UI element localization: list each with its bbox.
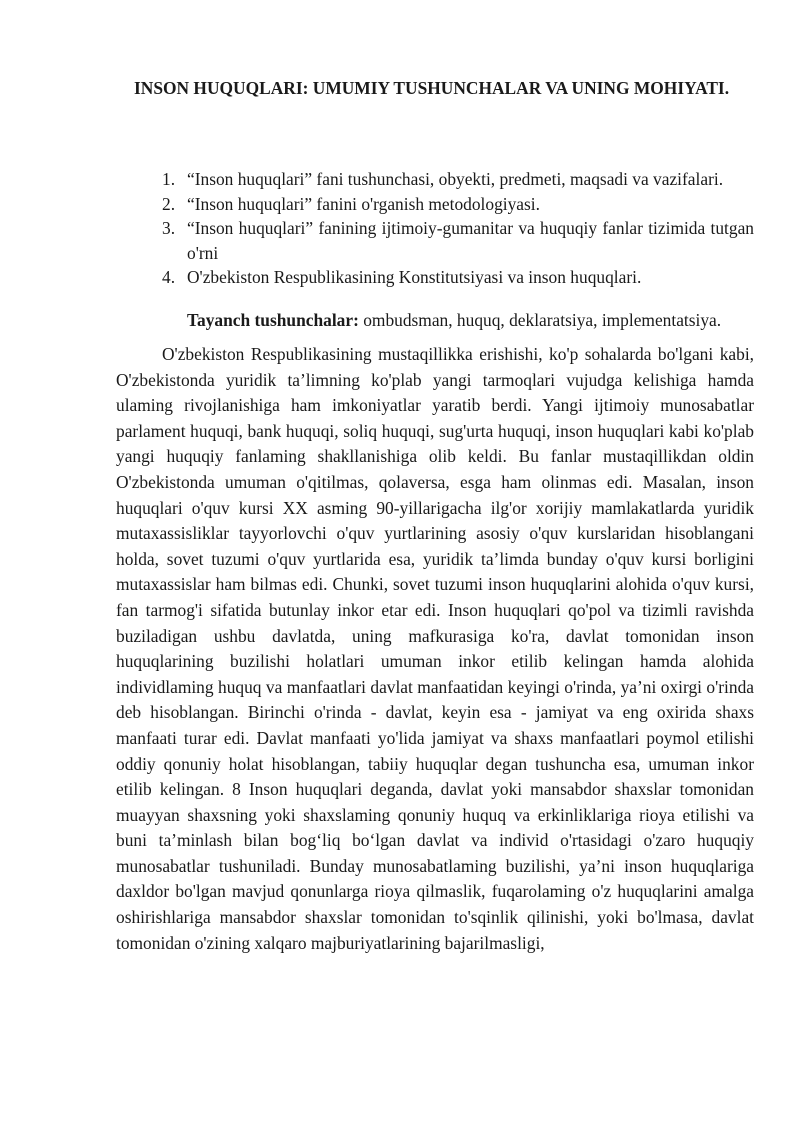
list-item bbox=[116, 216, 754, 265]
list-item bbox=[116, 167, 754, 192]
page-title: INSON HUQUQLARI: UMUMIY TUSHUNCHALAR VA UNING MOHIYATI. bbox=[134, 78, 730, 98]
keywords-text: ombudsman, huquq, deklaratsiya, implementatsiya. bbox=[358, 309, 722, 330]
list-item-number: 2. bbox=[162, 193, 176, 214]
list-item-number: 1. bbox=[162, 169, 176, 189]
keywords-label: Tayanch tushunchalar: bbox=[187, 309, 359, 330]
topic-outline-list bbox=[116, 167, 754, 290]
list-item-text: “Inson huquqlari” fanining ijtimoiy-gumanitar va huquqiy fanlar tizimida tutgan o'rni bbox=[187, 218, 754, 263]
list-item bbox=[116, 192, 754, 217]
body-paragraph: O'zbekiston Respublikasining mustaqillikka erishishi, ko'p sohalarda bo'lgani kabi, O'zbekistonda yuridik ta’limning ko'plab yangi tarmoqlari vujudga kelishiga hamda ulaming rivojlanishiga ham imkoniyatlar yaratib berdi. Yangi ijtimoiy munosabatlar parlament huquqi, bank huquqi, soliq huquqi, sug'urta huquqi, inson huquqlari kabi ko'plab yangi huquqiy fanlaming shakllanishiga olib keldi. Bu fanlar mustaqillikdan oldin O'zbekistonda umuman o'qitilmas, qolaversa, esga ham olinmas edi. Masalan, inson huquqlari o'quv kursi XX asming 90-yillarigacha ilg'or xorijiy mamlakatlarda yuridik mutaxassisliklar tayyorlovchi o'quv yurtlarining asosiy o'quv kurslaridan hisoblangani holda, sovet tuzumi o'quv yurtlarida esa, yuridik ta’limda bunday o'quv kursi borligini mutaxassislar ham bilmas edi. Chunki, sovet tuzumi inson huquqlarini alohida o'quv kursi, fan tarmog'i sifatida butunlay inkor etar edi. Inson huquqlari qo'pol va tizimli ravishda buziladigan ushbu davlatda, uning mafkurasiga ko'ra, davlat tomonidan inson huquqlarining buzilishi holatlari umuman inkor etilib kelingan hamda alohida individlaming huquq va manfaatlari davlat manfaatidan keyingi o'rinda, ya’ni oxirgi o'rinda deb hisoblangan. Birinchi o'rinda - davlat, keyin esa - jamiyat va eng oxirida shaxs manfaati turar edi. Davlat manfaati yo'lida jamiyat va shaxs manfaatlari poymol etilishi oddiy qonuniy holat hisoblangan, tabiiy huquqlar degan tushuncha esa, umuman inkor etilib kelingan. 8 Inson huquqlari deganda, davlat yoki mansabdor shaxslar tomonidan muayyan shaxsning yoki shaxslaming qonuniy huquq va erkinliklariga rioya etilishi va buni ta’minlash bilan bog‘liq bo‘lgan davlat va individ o'rtasidagi o'zaro huquqiy munosabatlar tushuniladi. Bunday munosabatlaming buzilishi, ya’ni inson huquqlariga daxldor bo'lgan mavjud qonunlarga rioya qilmaslik, fuqarolaming o'z huquqlarini amalga oshirishlariga mansabdor shaxslar tomonidan to'sqinlik qilinishi, yoki bo'lmasa, davlat tomonidan o'zining xalqaro majburiyatlarining bajarilmasligi, bbox=[116, 344, 754, 953]
list-item bbox=[116, 265, 754, 290]
list-item-text: “Inson huquqlari” fani tushunchasi, obyekti, predmeti, maqsadi va vazifalari. bbox=[187, 169, 724, 189]
keywords-paragraph bbox=[187, 308, 754, 333]
list-item-text: O'zbekiston Respublikasining Konstitutsiyasi va inson huquqlari. bbox=[187, 267, 642, 287]
document-page bbox=[116, 76, 754, 956]
list-item-number: 4. bbox=[162, 267, 176, 287]
list-item-text: “Inson huquqlari” fanini o'rganish metodologiyasi. bbox=[187, 193, 540, 214]
list-item-number: 3. bbox=[162, 218, 176, 238]
